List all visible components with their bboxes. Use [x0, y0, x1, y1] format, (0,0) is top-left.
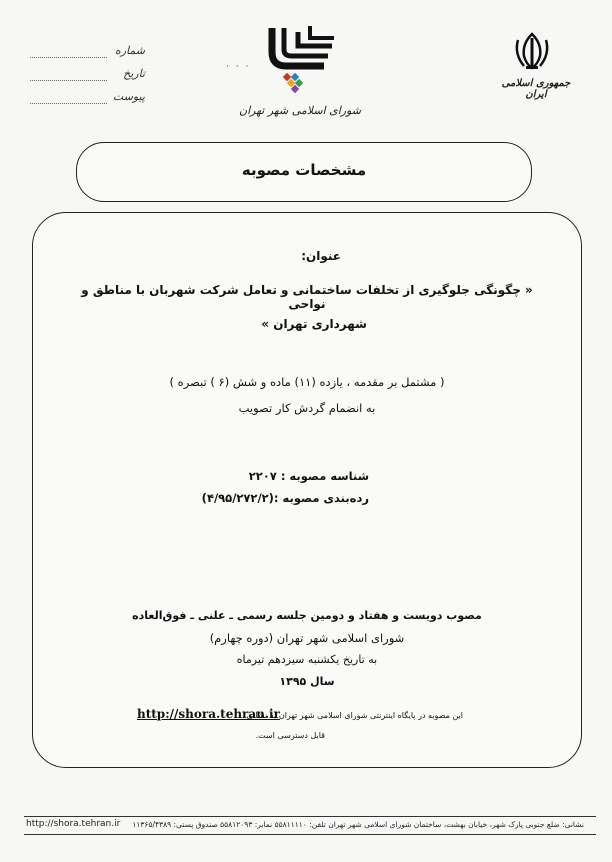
footer-address: نشانی: ضلع جنوبی پارک شهر، خیابان بهشت، ساختمان شورای اسلامی شهر تهران تلفن: ۵۵۸۱۱۱۱۰ نمابر: ۵۵۸۱۲۰۹۳ صندوق پستی: ۱۱۳۶۵/۴۳۸۹ [132, 820, 584, 829]
country-caption: جمهوری اسلامی ایران [501, 78, 571, 100]
resolution-id: شناسه مصوبه : ۲۲۰۷ [248, 469, 369, 483]
attachment-label: پیوست [112, 90, 145, 103]
resolution-box [32, 212, 582, 768]
iran-emblem-icon [512, 30, 552, 72]
session-line-4: سال ۱۳۹۵ [279, 675, 335, 688]
stray-marks: · · · [226, 62, 251, 72]
session-line-2: شورای اسلامی شهر تهران (دوره چهارم) [209, 631, 405, 645]
council-logo-icon [262, 22, 338, 102]
resolution-classification: رده‌بندی مصوبه :(۴/۹۵/۲۷۲/۲) [201, 491, 369, 505]
web-url-link[interactable]: http://shora.tehran.ir [137, 707, 280, 721]
approved-with-line: به انضمام گردش کار تصویب [238, 401, 376, 415]
subject-label: عنوان: [301, 249, 341, 263]
date-field [30, 67, 145, 85]
web-note: این مصوبه در پایگاه اینترنتی شورای اسلامی شهر تهران به نشانی [246, 711, 463, 720]
session-line-3: به تاریخ یکشنبه سیزدهم تیرماه [236, 653, 378, 666]
footer-url-link[interactable]: http://shora.tehran.ir [26, 819, 121, 829]
council-caption: شورای اسلامی شهر تهران [239, 104, 361, 117]
session-line-1: مصوب دویست و هفتاد و دومین جلسه رسمی ـ علنی ـ فوق‌العاده [132, 609, 482, 622]
number-field [30, 44, 145, 62]
footer-divider-lower [24, 834, 596, 835]
web-note-continued: قابل دسترسی است. [255, 731, 325, 740]
page-title: مشخصات مصوبه [241, 161, 367, 179]
title-box [76, 142, 532, 202]
includes-line: ( مشتمل بر مقدمه ، یازده (۱۱) ماده و شش (۶ ) تبصره ) [169, 375, 445, 389]
footer-divider [24, 816, 596, 817]
attachment-field [30, 90, 145, 108]
number-label: شماره [114, 44, 145, 57]
number-dotted-line [30, 57, 107, 58]
subject-line-2: شهرداری تهران » [261, 317, 367, 331]
date-label: تاریخ [123, 67, 145, 80]
date-dotted-line [30, 80, 107, 81]
attachment-dotted-line [30, 103, 107, 104]
subject-line-1: « چگونگی جلوگیری از تخلفات ساختمانی و تعامل شرکت شهربان با مناطق و نواحی [81, 283, 533, 311]
